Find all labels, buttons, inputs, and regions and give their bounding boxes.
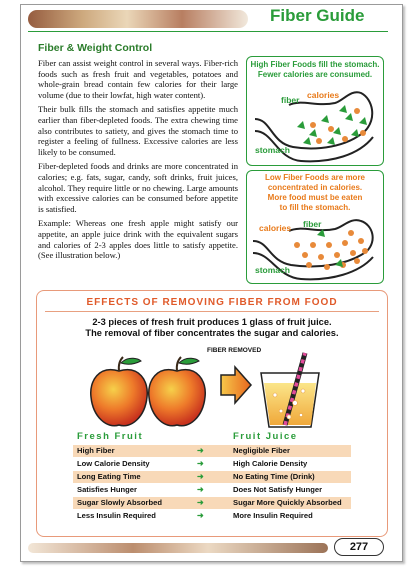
fruit-juice-heading: Fruit Juice [233, 431, 298, 442]
effects-subtitle [37, 317, 387, 339]
subtitle-line: 2-3 pieces of fresh fruit produces 1 glass of fruit juice. [92, 317, 332, 327]
fruit-juice-cell: High Calorie Density [233, 459, 308, 468]
stomach-label: stomach [255, 145, 290, 155]
arrow-right-icon [219, 365, 253, 405]
fresh-fruit-cell: Long Eating Time [77, 472, 141, 481]
low-fiber-panel [246, 170, 384, 284]
arrow-right-icon: ➜ [197, 459, 204, 468]
table-row [73, 445, 351, 457]
fresh-fruit-cell: Less Insulin Required [77, 511, 156, 520]
title-rule [28, 31, 388, 32]
body-text [38, 58, 238, 265]
page-number: 277 [334, 538, 384, 556]
caption-line: High Fiber Foods fill the stomach. [250, 60, 380, 69]
section-heading: Fiber & Weight Control [38, 42, 153, 54]
paragraph: Their bulk fills the stomach and satisfies appetite much earlier than fiber-depleted foods. The extra chewing time also contributes to satiety, and gives the stomach time to register a feeling of fullness. Excessive calories are less likely to be consumed. [38, 104, 238, 157]
caption-line: concentrated in calories. [267, 183, 363, 192]
arrow-right-icon: ➜ [197, 472, 204, 481]
fruit-juice-cell: More Insulin Required [233, 511, 313, 520]
stomach-label: stomach [255, 265, 290, 275]
fiber-removed-label: FIBER REMOVED [207, 347, 262, 354]
fresh-fruit-cell: Sugar Slowly Absorbed [77, 498, 162, 507]
caption-line: Low Fiber Foods are more [264, 173, 365, 182]
effects-rule [45, 311, 379, 312]
table-row [73, 484, 351, 496]
effects-heading: EFFECTS OF REMOVING FIBER FROM FOOD [86, 297, 338, 308]
arrow-right-icon: ➜ [197, 446, 204, 455]
fresh-fruit-cell: High Fiber [77, 446, 115, 455]
header-decoration [28, 10, 248, 28]
caption-line: Fewer calories are consumed. [257, 70, 373, 79]
arrow-right-icon: ➜ [197, 511, 204, 520]
table-row [73, 458, 351, 470]
fruit-juice-cell: Does Not Satisfy Hunger [233, 485, 323, 494]
effects-panel [36, 290, 388, 537]
low-fiber-caption [247, 173, 383, 213]
footer-decoration [28, 543, 328, 553]
table-row [73, 510, 351, 522]
fiber-label: fiber [281, 95, 300, 105]
fruit-juice-cell: Sugar More Quickly Absorbed [233, 498, 342, 507]
table-row [73, 471, 351, 483]
fruit-juice-cell: Negligible Fiber [233, 446, 290, 455]
calories-label: calories [259, 223, 292, 233]
caption-line: More food must be eaten [267, 193, 363, 202]
high-fiber-caption [247, 60, 383, 80]
calories-label: calories [307, 90, 340, 100]
fresh-fruit-cell: Satisfies Hunger [77, 485, 137, 494]
caption-line: to fill the stomach. [279, 203, 351, 212]
paragraph: Fiber can assist weight control in several ways. Fiber-rich foods such as fresh fruit and vegetables, potatoes and whole-grain bread contain few calories for their large volume (due to their lowfat, high water content). [38, 58, 238, 100]
paragraph: Fiber-depleted foods and drinks are more concentrated in calories; e.g. fats, sugar, candy, soft drinks, fruit juices, alcohol. They require little or no chewing. Large amounts with excessive calories can be consumed before appetite is satisfied. [38, 161, 238, 214]
fresh-fruit-heading: Fresh Fruit [77, 431, 144, 442]
page-title: Fiber Guide [270, 6, 365, 25]
subtitle-line: The removal of fiber concentrates the sugar and calories. [85, 328, 339, 338]
table-row [73, 497, 351, 509]
arrow-right-icon: ➜ [197, 498, 204, 507]
apples-icon [85, 355, 215, 431]
arrow-right-icon: ➜ [197, 485, 204, 494]
paragraph: Example: Whereas one fresh apple might satisfy our appetite, an apple juice drink with the equivalent sugars and calories of 2-3 apples does little to satisfy appetite. (See illustration below.) [38, 218, 238, 261]
high-fiber-panel [246, 56, 384, 166]
juice-glass-icon [255, 351, 325, 429]
fresh-fruit-cell: Low Calorie Density [77, 459, 150, 468]
fruit-juice-cell: No Eating Time (Drink) [233, 472, 315, 481]
fiber-label: fiber [303, 219, 322, 229]
